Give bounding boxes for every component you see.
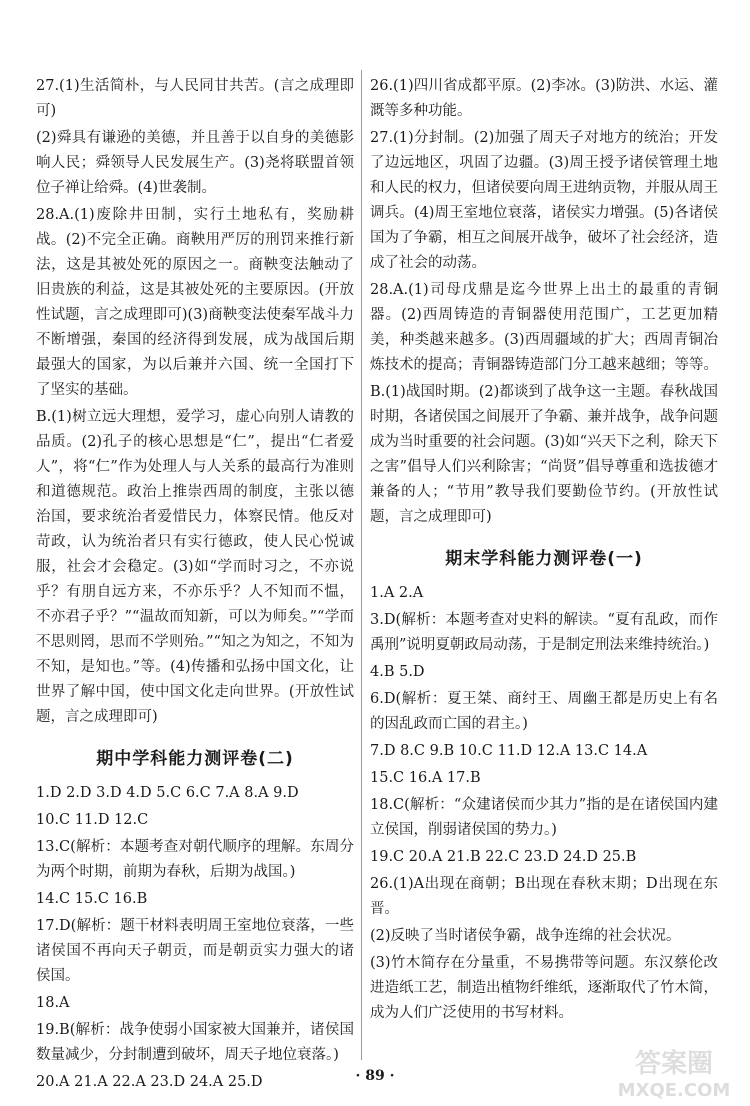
watermark-brand: 答案圈 [634,1049,714,1079]
answer-block: 28.A.(1)司母戊鼎是迄今世界上出土的最重的青铜器。(2)西周铸造的青铜器使用范围广，工艺更加精美，种类越来越多。(3)西周疆域的扩大；西周青铜冶炼技术的提高；青铜器铸造部门分工越来越细；等等。 [370,282,718,373]
answer-block: 27.(1)分封制。(2)加强了周天子对地方的统治；开发了边远地区，巩固了边疆。(3)周王授予诸侯管理土地和人民的权力，但诸侯要向周王进纳贡物，并服从周王调兵。(4)周王室地位衰落，诸侯实力增强。(5)各诸侯国为了争霸，相互之间展开战争，破坏了社会经济，造成了社会的动荡。 [370,130,718,271]
answer-line: 1.A 2.A [370,585,424,601]
answer-line: 18.C(解析：“众建诸侯而少其力”指的是在诸侯国内建立侯国，削弱诸侯国的势力。) [370,797,718,838]
answer-line: 13.C(解析：本题考查对朝代顺序的理解。东周分为两个时期，前期为春秋，后期为战国。) [36,839,354,880]
answer-line: 4.B 5.D [370,664,425,680]
answer-line: 17.D(解析：题干材料表明周王室地位衰落，一些诸侯国不再向天子朝贡，而是朝贡实力强大的诸侯国。 [36,918,354,984]
answer-line: 19.B(解析：战争使弱小国家被大国兼并，诸侯国数量减少，分封制遭到破坏，周天子地位衰落。) [36,1022,354,1063]
answer-block: (2)舜具有谦逊的美德，并且善于以自身的美德影响人民；舜领导人民发展生产。(3)尧将联盟首领位子禅让给舜。(4)世袭制。 [36,130,354,196]
section-heading: 期末学科能力测评卷(一) [445,549,643,569]
answer-line: 26.(1)A出现在商朝；B出现在春秋末期；D出现在东晋。 [370,876,718,917]
answer-line: 19.C 20.A 21.B 22.C 23.D 24.D 25.B [370,849,637,865]
answer-line: 6.D(解析：夏王桀、商纣王、周幽王都是历史上有名的因乱政而亡国的君主。) [370,691,718,732]
answer-line: 3.D(解析：本题考查对史料的解读。“夏有乱政，而作禹刑”说明夏朝政局动荡，于是制定刑法来维持统治。) [370,612,718,653]
column-divider [361,70,362,1060]
answer-line: 20.A 21.A 22.A 23.D 24.A 25.D [36,1074,263,1090]
left-column [36,74,354,1097]
answer-line: (3)竹木简存在分量重，不易携带等问题。东汉蔡伦改进造纸工艺，制造出植物纤维纸，逐渐取代了竹木简，成为人们广泛使用的书写材料。 [370,955,718,1021]
answer-block: B.(1)树立远大理想，爱学习，虚心向别人请教的品质。(2)孔子的核心思想是“仁”，提出“仁者爱人”，将“仁”作为处理人与人关系的最高行为准则和道德规范。政治上推崇西周的制度，主张以德治国，要求统治者爱惜民力，体察民情。他反对苛政，认为统治者只有实行德政，使人民心悦诚服，社会才会稳定。(3)如“学而时习之，不亦说乎？有朋自远方来，不亦乐乎？人不知而不愠，不亦君子乎？”“温故而知新，可以为师矣。”“学而不思则罔，思而不学则殆。”“知之为知之，不知为不知，是知也。”等。(4)传播和弘扬中国文化，让世界了解中国，使中国文化走向世界。(开放性试题，言之成理即可) [36,409,354,725]
page-number: · 89 · [355,1068,395,1084]
answer-block: 28.A.(1)废除井田制，实行土地私有，奖励耕战。(2)不完全正确。商鞅用严厉的刑罚来推行新法，这是其被处死的原因之一。商鞅变法触动了旧贵族的利益，这是其被处死的主要原因。(开放性试题，言之成理即可)(3)商鞅变法使秦军战斗力不断增强，秦国的经济得到发展，成为战国后期最强大的国家，为以后兼并六国、统一全国打下了坚实的基础。 [36,207,354,398]
answer-line: 7.D 8.C 9.B 10.C 11.D 12.A 13.C 14.A [370,743,648,759]
answer-line: 18.A [36,995,70,1011]
answer-line: 14.C 15.C 16.B [36,891,148,907]
answer-line: 10.C 11.D 12.C [36,812,149,828]
right-column [370,74,718,1028]
watermark-logo [604,1042,744,1102]
section-heading: 期中学科能力测评卷(二) [96,749,294,769]
answer-line: (2)反映了当时诸侯争霸，战争连绵的社会状况。 [370,928,681,944]
answer-line: 15.C 16.A 17.B [370,770,481,786]
answer-block: B.(1)战国时期。(2)都谈到了战争这一主题。春秋战国时期，各诸侯国之间展开了争霸、兼并战争，战争问题成为当时重要的社会问题。(3)如“兴天下之利，除天下之害”倡导人们兴利除害；“尚贤”倡导尊重和选拔德才兼备的人；“节用”教导我们要勤俭节约。(开放性试题，言之成理即可) [370,384,718,525]
watermark-url: MXQE.COM [617,1080,731,1101]
answer-block: 26.(1)四川省成都平原。(2)李冰。(3)防洪、水运、灌溉等多种功能。 [370,78,718,119]
answer-block: 27.(1)生活简朴，与人民同甘共苦。(言之成理即可) [36,78,354,119]
answer-line: 1.D 2.D 3.D 4.D 5.C 6.C 7.A 8.A 9.D [36,785,299,801]
